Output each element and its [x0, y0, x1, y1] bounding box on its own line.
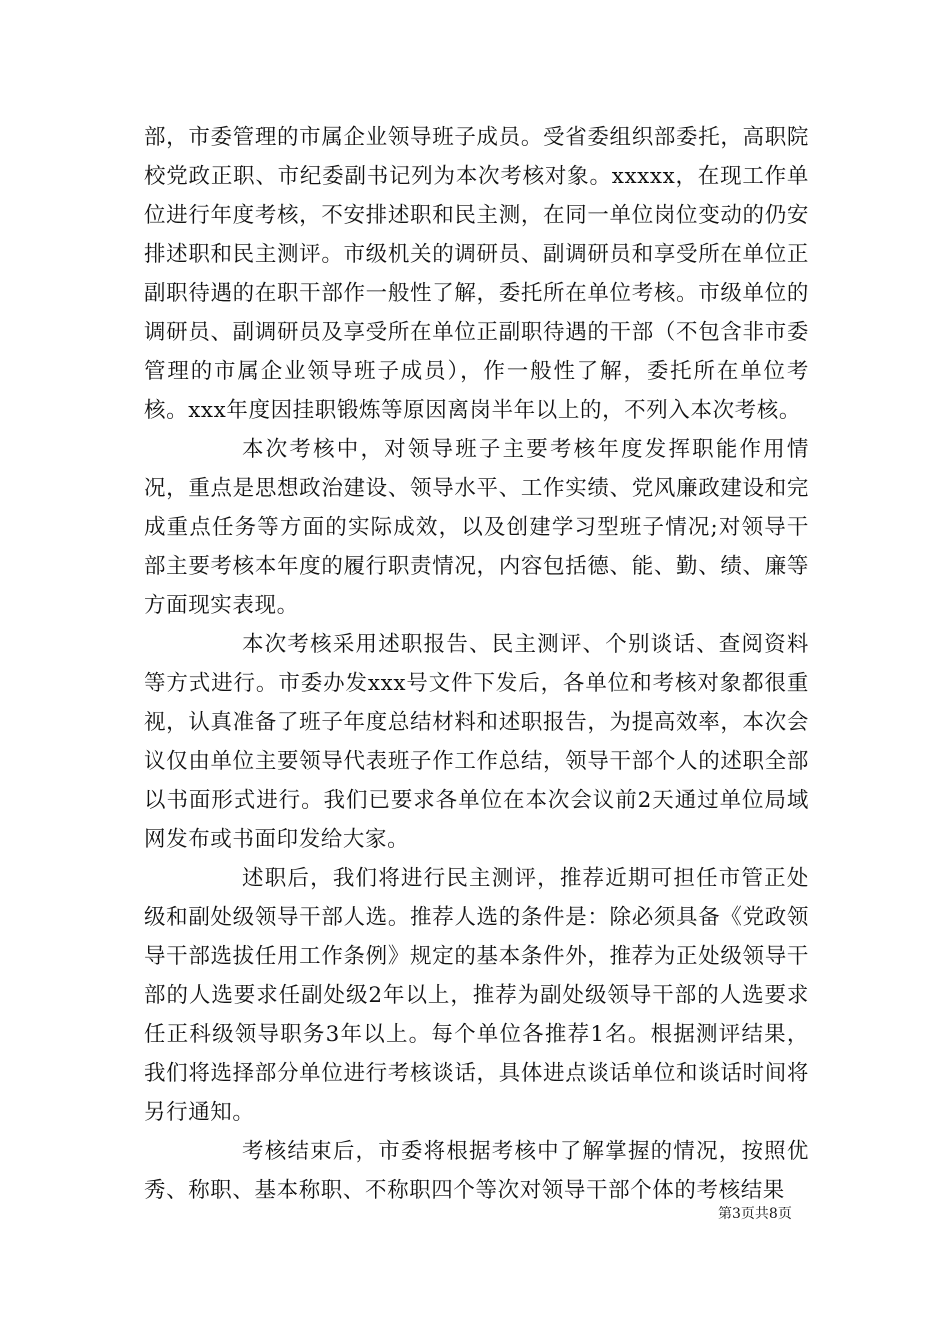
- paragraph-exam-scope: 部，市委管理的市属企业领导班子成员。受省委组织部委托，高职院校党政正职、市纪委副书记列为本次考核对象。xxxxx，在现工作单位进行年度考核，不安排述职和民主测，在同一单位岗位变动的仍安排述职和民主测评。市级机关的调研员、副调研员和享受所在单位正副职待遇的在职干部作一般性了解，委托所在单位考核。市级单位的调研员、副调研员及享受所在单位正副职待遇的干部（不包含非市委管理的市属企业领导班子成员），作一般性了解，委托所在单位考核。xxx年度因挂职锻炼等原因离岗半年以上的，不列入本次考核。: [144, 125, 809, 423]
- paragraph-exam-content: 本次考核中，对领导班子主要考核年度发挥职能作用情况，重点是思想政治建设、领导水平、工作实绩、党风廉政建设和完成重点任务等方面的实际成效，以及创建学习型班子情况;对领导干部主要考核本年度的履行职责情况，内容包括德、能、勤、绩、廉等方面现实表现。: [144, 437, 809, 618]
- paragraph-exam-method: 本次考核采用述职报告、民主测评、个别谈话、查阅资料等方式进行。市委办发xxx号文件下发后，各单位和考核对象都很重视，认真准备了班子年度总结材料和述职报告，为提高效率，本次会议仅由单位主要领导代表班子作工作总结，领导干部个人的述职全部以书面形式进行。我们已要求各单位在本次会议前2天通过单位局域网发布或书面印发给大家。: [144, 632, 809, 852]
- paragraph-democratic-evaluation: 述职后，我们将进行民主测评，推荐近期可担任市管正处级和副处级领导干部人选。推荐人选的条件是：除必须具备《党政领导干部选拔任用工作条例》规定的基本条件外，推荐为正处级领导干部的人选要求任副处级2年以上，推荐为副处级领导干部的人选要求任正科级领导职务3年以上。每个单位各推荐1名。根据测评结果，我们将选择部分单位进行考核谈话，具体进点谈话单位和谈话时间将另行通知。: [144, 866, 809, 1125]
- page-number: 第3页共8页: [718, 1206, 792, 1222]
- body-text: [144, 118, 809, 1210]
- paragraph-exam-results: 考核结束后，市委将根据考核中了解掌握的情况，按照优秀、称职、基本称职、不称职四个等次对领导干部个体的考核结果: [144, 1139, 809, 1203]
